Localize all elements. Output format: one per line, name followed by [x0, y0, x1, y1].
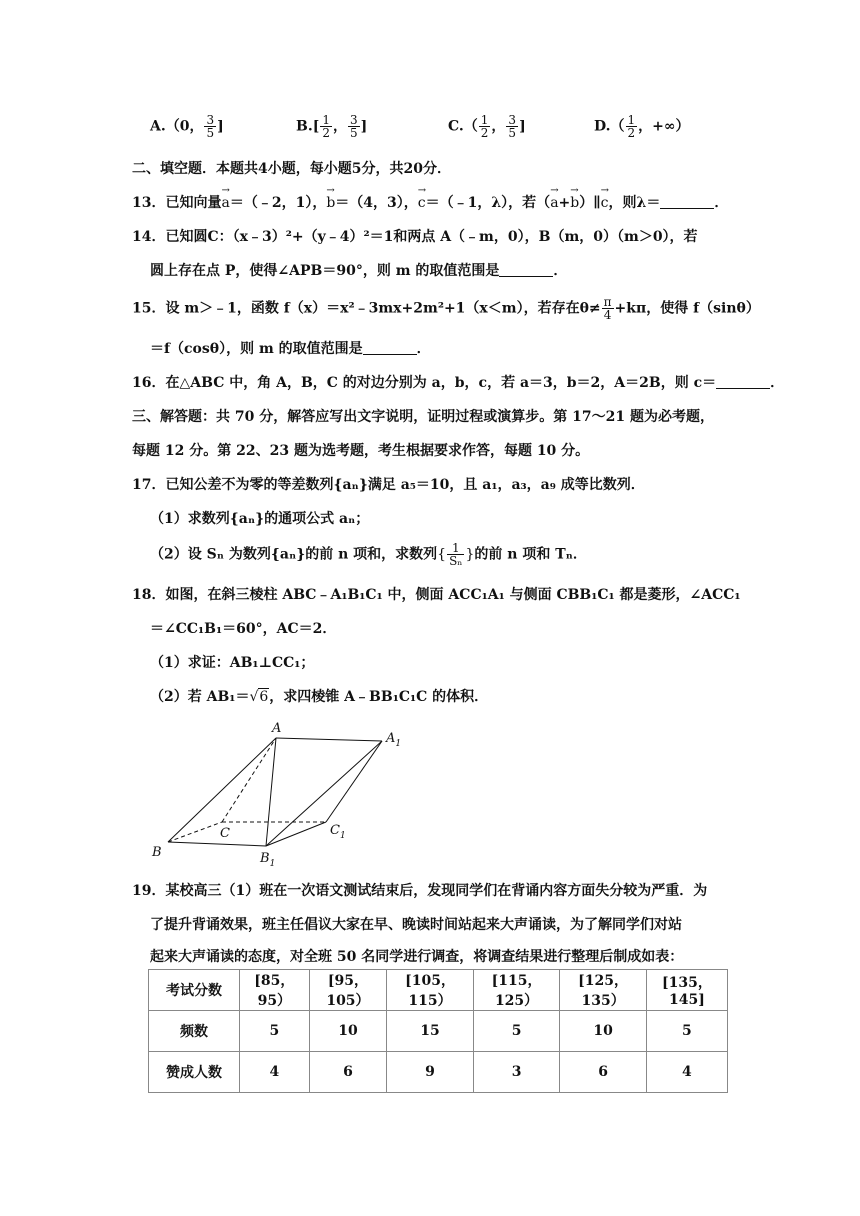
question-18-line2: ＝∠CC₁B₁＝60°，AC＝2． — [150, 621, 337, 637]
table-header-cell: [125，135） — [560, 970, 647, 1011]
option-c: C.（ $\frac{1}{2}$ ， $\frac{3}{5}$ ] — [448, 113, 526, 140]
edge-b1a1 — [266, 741, 382, 846]
label-c1: $C_1$ — [330, 823, 346, 841]
question-17-stem: 17．已知公差不为零的等差数列{aₙ}满足 a₅＝10，且 a₁，a₃，a₉ 成等比数列． — [132, 477, 645, 493]
question-15-line1: 15．设 m＞﹣1，函数 f（x）＝x²﹣3mx+2m²+1（x＜m），若存在θ≠ $\frac{\pi}{4}$ +kπ，使得 f（sinθ） — [132, 295, 760, 322]
section-fill-in-title: 二、填空题．本题共4小题，每小题5分，共20分． — [132, 161, 451, 177]
table-header-cell: 考试分数 — [149, 970, 240, 1011]
edge-ab1 — [266, 738, 276, 846]
table-cell: 10 — [309, 1011, 387, 1052]
question-17-part1: （1）求数列{aₙ}的通项公式 aₙ； — [150, 511, 370, 527]
table-cell: 赞成人数 — [149, 1052, 240, 1093]
question-19-line3: 起来大声诵读的态度，对全班 50 名同学进行调查，将调查结果进行整理后制成如表： — [150, 949, 684, 965]
table-cell: 4 — [646, 1052, 727, 1093]
question-14-line2: 圆上存在点 P，使得∠APB＝90°，则 m 的取值范围是 ． — [150, 263, 568, 279]
question-19-line1: 19．某校高三（1）班在一次语文测试结束后，发现同学们在背诵内容方面失分较为严重．为 — [132, 883, 708, 899]
option-d: D.（ $\frac{1}{2}$ ，+∞） — [594, 113, 690, 140]
question-18-part2: （2）若 AB₁＝√6，求四棱锥 A﹣BB₁C₁C 的体积． — [150, 689, 489, 705]
question-14-line1: 14．已知圆C：（x﹣3）²+（y﹣4）²＝1和两点 A（﹣m，0），B（m，0）（m＞0），若 — [132, 229, 698, 245]
table-header-cell: [115，125） — [473, 970, 560, 1011]
edge-aa1 — [276, 738, 382, 741]
label-a: A — [272, 721, 282, 736]
edge-ca-hidden — [222, 738, 276, 822]
table-header-cell: [105，115） — [387, 970, 474, 1011]
question-17-part2: （2）设 Sₙ 为数列{aₙ}的前 n 项和，求数列{ $\frac{1}{\text{Sₙ}}$ }的前 n 项和 Tₙ． — [150, 541, 587, 568]
table-cell: 15 — [387, 1011, 474, 1052]
label-a1: $A_1$ — [386, 731, 402, 749]
table-header-row — [149, 970, 728, 1011]
option-a: A.（0， $\frac{3}{5}$ ] — [150, 113, 224, 140]
option-b: B.[ $\frac{1}{2}$ ， $\frac{3}{5}$ ] — [296, 113, 368, 140]
edge-b1c1 — [266, 822, 326, 846]
section-answer-title-line2: 每题 12 分。第 22、23 题为选考题，考生根据要求作答，每题 10 分。 — [132, 443, 590, 459]
prism-figure — [150, 720, 410, 868]
table-cell: 频数 — [149, 1011, 240, 1052]
section-answer-title-line1: 三、解答题：共 70 分，解答应写出文字说明，证明过程或演算步。第 17～21 题为必考题， — [132, 409, 714, 425]
table-row — [149, 1011, 728, 1052]
edge-bb1 — [168, 842, 266, 846]
edge-c1a1 — [326, 741, 382, 822]
table-row — [149, 1052, 728, 1093]
answer-blank — [363, 340, 417, 355]
table-cell: 5 — [646, 1011, 727, 1052]
answer-blank — [716, 374, 770, 389]
table-cell: 10 — [560, 1011, 647, 1052]
table-header-cell: [85，95） — [240, 970, 310, 1011]
answer-blank — [499, 262, 553, 277]
table-cell: 9 — [387, 1052, 474, 1093]
question-15-line2: ＝f（cosθ），则 m 的取值范围是 ． — [150, 341, 431, 357]
label-b: B — [152, 845, 162, 860]
label-b1: $B_1$ — [260, 851, 276, 868]
question-18-part1: （1）求证：AB₁⊥CC₁； — [150, 655, 315, 671]
table-cell: 6 — [309, 1052, 387, 1093]
label-c: C — [220, 826, 230, 841]
question-19-line2: 了提升背诵效果，班主任倡议大家在早、晚读时间站起来大声诵读，为了解同学们对站 — [150, 917, 682, 933]
question-13: 13．已知向量→ a＝（﹣2，1），→ b＝（4，3），→ c＝（﹣1，λ），若（→ a+→ b）∥→ c，则λ＝ ． — [132, 192, 728, 212]
table-header-cell: [135，145] — [646, 970, 727, 1011]
table-cell: 5 — [473, 1011, 560, 1052]
table-header-cell: [95，105） — [309, 970, 387, 1011]
score-table — [148, 969, 728, 1093]
table-cell: 4 — [240, 1052, 310, 1093]
table-cell: 6 — [560, 1052, 647, 1093]
question-18-line1: 18．如图，在斜三棱柱 ABC﹣A₁B₁C₁ 中，侧面 ACC₁A₁ 与侧面 CBB₁C₁ 都是菱形，∠ACC₁ — [132, 587, 741, 603]
answer-blank — [660, 194, 714, 209]
table-cell: 3 — [473, 1052, 560, 1093]
edge-bc-hidden — [168, 822, 222, 842]
question-16: 16．在△ABC 中，角 A，B，C 的对边分别为 a，b，c，若 a＝3，b＝2，A＝2B，则 c＝ ． — [132, 375, 785, 391]
table-cell: 5 — [240, 1011, 310, 1052]
